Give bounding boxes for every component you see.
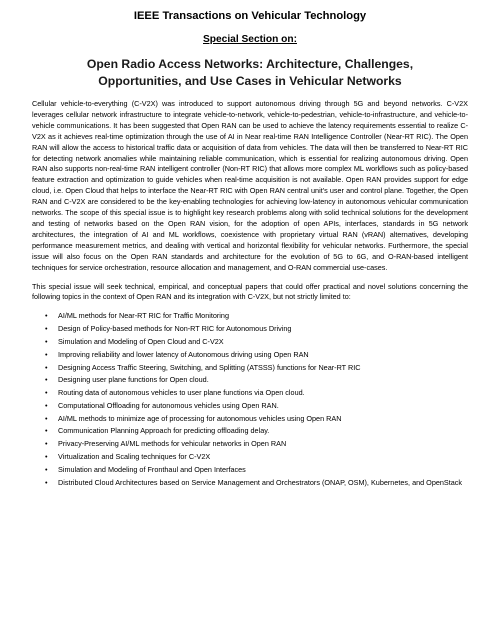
scope-paragraph: This special issue will seek technical, empirical, and conceptual papers that could offer practical and novel solutions concerning the following topics in the context of Open RAN and its integration with C-V2X, but not strictly limited to: (32, 281, 468, 302)
bullet-icon: • (45, 426, 48, 436)
topic-text: AI/ML methods to minimize age of processing for autonomous vehicles using Open RAN (58, 413, 342, 423)
topic-text: Designing Access Traffic Steering, Switching, and Splitting (ATSSS) functions for Near-RT RIC (58, 362, 361, 372)
section-label: Special Section on: (203, 34, 297, 45)
bullet-icon: • (45, 477, 48, 487)
bullet-icon: • (45, 452, 48, 462)
bullet-icon: • (45, 388, 48, 398)
bullet-icon: • (45, 349, 48, 359)
topic-item (45, 375, 468, 386)
topic-text: Design of Policy-based methods for Non-RT RIC for Autonomous Driving (58, 324, 292, 334)
topics-list (32, 311, 468, 488)
topic-text: AI/ML methods for Near-RT RIC for Traffic Monitoring (58, 311, 229, 321)
bullet-icon: • (45, 464, 48, 474)
bullet-icon: • (45, 336, 48, 346)
topic-text: Simulation and Modeling of Open Cloud and C-V2X (58, 336, 224, 346)
topic-item (45, 336, 468, 348)
bullet-icon: • (45, 413, 48, 423)
topic-text: Simulation and Modeling of Fronthaul and Open Interfaces (58, 464, 246, 474)
bullet-icon: • (45, 324, 48, 334)
topic-text: Virtualization and Scaling techniques for C-V2X (58, 452, 211, 462)
topic-item (45, 362, 468, 374)
bullet-icon: • (45, 362, 48, 372)
topic-text: Routing data of autonomous vehicles to user plane functions via Open cloud. (58, 388, 305, 398)
topic-text: Computational Offloading for autonomous vehicles using Open RAN. (58, 400, 279, 410)
topic-item (45, 452, 468, 463)
topic-item (45, 426, 468, 437)
intro-paragraph: Cellular vehicle-to-everything (C-V2X) was introduced to support autonomous driving through 5G and beyond networks. C-V2X leverages cellular network infrastructure to integrate vehicle-to-network, vehicle-to-pedestrian, vehicle-to-infrastructure, and vehicle-to-vehicle communications. It has been suggested that Open RAN can be used to achieve the latency requirements essential to realize C-V2X as it achieves real-time optimization through the use of AI in Near real-time RAN Intelligence Controller (Near-RT RIC). The Open RAN will allow the access to historical traffic data or acquisition of data from vehicles. The data will then be transferred to Near-RT RIC for detecting network anomalies while maintaining reliable communication, which is essential for realizing autonomous driving. Open RAN also supports non-real-time RAN intelligent controller (Non-RT RIC) that allows more complex ML workflows such as policy-based feature extraction and optimization to guide vehicles when real-time acquisition is not available. Open RAN provides support for edge cloud, i.e. Open Cloud that helps to interface the Near-RT RIC with Open RAN central unit's user and control plane. Together, the Open RAN and C-V2X are considered to be the key-enabling technologies for achieving low-latency in autonomous vehicular communication networks. The scope of this special issue is to highlight key research problems along with solid technical solutions for the development and testing of networks based on the Open RAN vision, for the adoption of open APIs, interfaces, standards in 5G network architectures, the integration of AI and ML workflows, coexistence with proprietary virtual RAN (vRAN) alternatives, developing performance measurement metrics, and dealing with vertical and horizontal flexibility for vehicular networks. Furthermore, the special issue will also focus on the Open RAN standards and architecture for the evolution of 5G to 6G, and O-RAN-based intelligent techniques for service orchestration, resource allocation and management, and O-RAN commercial use-cases. (32, 99, 468, 272)
topic-item (45, 349, 468, 361)
paper-title (32, 56, 468, 90)
title-line-1: Open Radio Access Networks: Architecture, Challenges, (86, 57, 414, 71)
topic-item (45, 464, 468, 476)
topic-item (45, 439, 468, 450)
topic-text: Privacy-Preserving AI/ML methods for vehicular networks in Open RAN (58, 439, 287, 449)
bullet-icon: • (45, 439, 48, 449)
topic-item (45, 311, 468, 322)
title-line-2: Opportunities, and Use Cases in Vehicular Networks (98, 74, 402, 88)
topic-text: Distributed Cloud Architectures based on Service Management and Orchestrators (ONAP, OSM), Kubernetes, and OpenStack (58, 477, 463, 487)
topic-text: Communication Planning Approach for predicting offloading delay. (58, 426, 270, 436)
topic-item (45, 413, 468, 425)
topic-item (45, 400, 468, 412)
bullet-icon: • (45, 375, 48, 385)
journal-name: IEEE Transactions on Vehicular Technology (133, 10, 367, 22)
topic-text: Improving reliability and lower latency of Autonomous driving using Open RAN (58, 349, 309, 359)
bullet-icon: • (45, 311, 48, 321)
topic-item (45, 388, 468, 399)
bullet-icon: • (45, 400, 48, 410)
topic-item (45, 324, 468, 335)
topic-text: Designing user plane functions for Open cloud. (58, 375, 209, 385)
topic-item (45, 477, 468, 489)
